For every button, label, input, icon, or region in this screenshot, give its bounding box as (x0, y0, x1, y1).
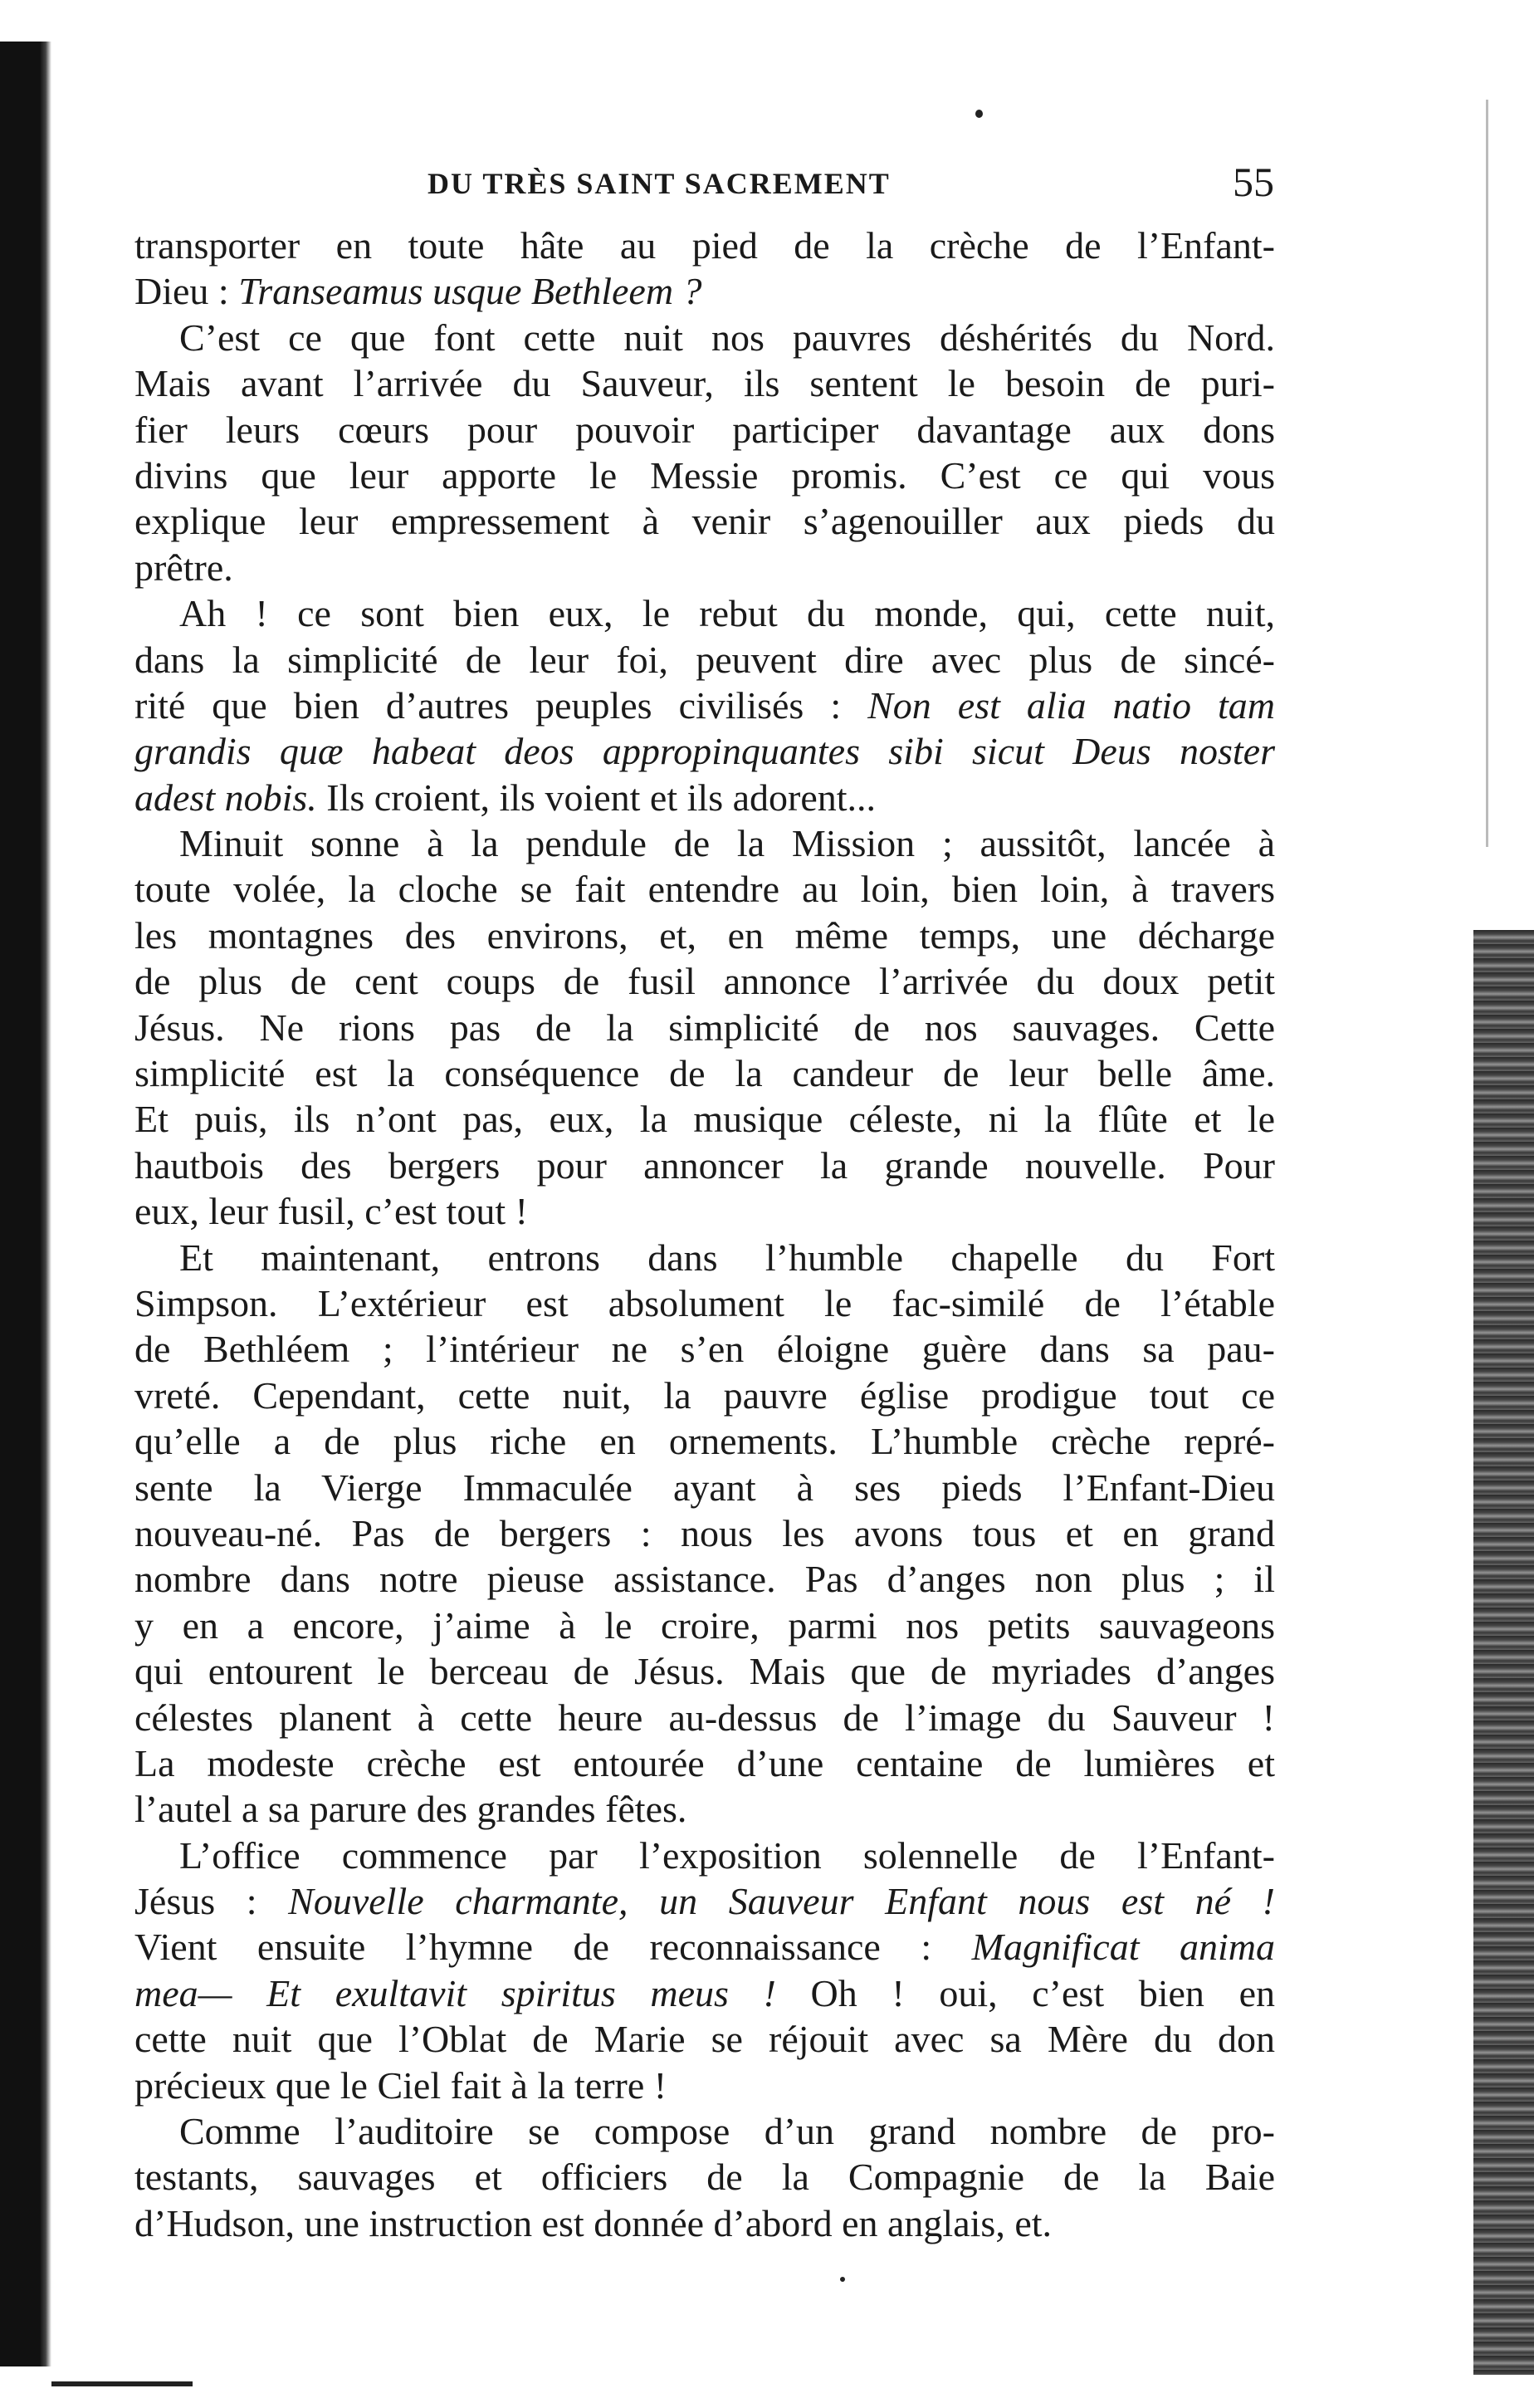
italic-phrase: Transeamus usque Bethleem ? (238, 270, 702, 313)
text-run: La modeste crèche est entourée d’une centaine de lumières et (134, 1741, 1275, 1784)
text-run: de Bethléem ; l’intérieur ne s’en éloigne guère dans sa pau- (134, 1328, 1275, 1371)
italic-phrase: mea— Et exultavit spiritus meus ! (134, 1971, 776, 2014)
text-line (134, 728, 1275, 774)
text-line (134, 958, 1275, 1004)
text-run: C’est ce que font cette nuit nos pauvres déshérités du Nord. (179, 316, 1275, 359)
text-run: les montagnes des environs, et, en même temps, une décharge (134, 913, 1275, 957)
text-run: Oh ! oui, c’est bien en (775, 1971, 1275, 2014)
scan-right-edge (1473, 930, 1534, 2375)
text-line (134, 1924, 1275, 1970)
text-run: qui entourent le berceau de Jésus. Mais que de myriades d’anges (134, 1650, 1275, 1693)
text-line (134, 1833, 1275, 1878)
italic-phrase: grandis quæ habeat deos appropinquantes sibi sicut Deus noster (134, 730, 1275, 773)
text-run: testants, sauvages et officiers de la Compagnie de la Baie (134, 2156, 1275, 2199)
text-line (134, 545, 1275, 590)
text-line (134, 637, 1275, 683)
text-line (134, 1695, 1275, 1740)
text-line (134, 315, 1275, 360)
text-run: Jésus : (134, 1880, 289, 1923)
text-line (134, 1648, 1275, 1694)
text-line (134, 1510, 1275, 1556)
text-run: vreté. Cependant, cette nuit, la pauvre église prodigue tout ce (134, 1373, 1275, 1417)
text-line (134, 1143, 1275, 1188)
text-run: l’autel a sa parure des grandes fêtes. (134, 1788, 687, 1831)
text-run: Simpson. L’extérieur est absolument le fac-similé de l’étable (134, 1281, 1275, 1324)
body-text (134, 223, 1275, 2246)
text-run: simplicité est la conséquence de la candeur de leur belle âme. (134, 1052, 1275, 1095)
text-run: cette nuit que l’Oblat de Marie se réjouit avec sa Mère du don (134, 2018, 1275, 2061)
text-line (134, 1373, 1275, 1418)
text-run: eux, leur fusil, c’est tout ! (134, 1190, 528, 1233)
text-line (134, 913, 1275, 958)
text-run: nombre dans notre pieuse assistance. Pas d’anges non plus ; il (134, 1558, 1275, 1601)
text-line (134, 1326, 1275, 1372)
text-line (134, 1188, 1275, 1234)
text-run: Et puis, ils n’ont pas, eux, la musique céleste, ni la flûte et le (134, 1098, 1275, 1141)
text-line (134, 590, 1275, 636)
text-run: hautbois des bergers pour annoncer la grande nouvelle. Pour (134, 1143, 1275, 1187)
text-line (134, 1603, 1275, 1648)
text-run: nouveau-né. Pas de bergers : nous les avons tous et en grand (134, 1511, 1275, 1554)
text-run: Ils croient, ils voient et ils adorent... (316, 776, 877, 819)
text-run: célestes planent à cette heure au-dessus de l’image du Sauveur ! (134, 1696, 1275, 1739)
text-run: Mais avant l’arrivée du Sauveur, ils sentent le besoin de puri- (134, 362, 1275, 405)
italic-phrase: Magnificat anima (971, 1926, 1275, 1969)
scan-left-edge (0, 42, 51, 2366)
text-run: sente la Vierge Immaculée ayant à ses pieds l’Enfant-Dieu (134, 1466, 1275, 1509)
text-run: prêtre. (134, 546, 233, 589)
text-run: rité que bien d’autres peuples civilisés : (134, 683, 868, 727)
text-line (134, 223, 1275, 268)
text-line (134, 1005, 1275, 1050)
text-line (134, 1096, 1275, 1142)
text-line (134, 453, 1275, 498)
text-line (134, 1786, 1275, 1832)
text-line (134, 1050, 1275, 1096)
text-run: d’Hudson, une instruction est donnée d’abord en anglais, et. (134, 2201, 1053, 2244)
text-line (134, 1970, 1275, 2016)
text-line (134, 1280, 1275, 1326)
text-line (134, 1878, 1275, 1924)
text-run: divins que leur apporte le Messie promis. C’est ce qui vous (134, 453, 1275, 497)
text-line (134, 1556, 1275, 1602)
italic-phrase: Nouvelle charmante, un Sauveur Enfant nous est né ! (288, 1880, 1276, 1923)
italic-phrase: adest nobis. (134, 776, 317, 819)
italic-phrase: Non est alia natio tam (867, 683, 1275, 727)
text-line (134, 407, 1275, 453)
text-line (134, 1740, 1275, 1786)
text-run: explique leur empressement à venir s’agenouiller aux pieds du (134, 500, 1275, 543)
text-line (134, 498, 1275, 544)
text-line (134, 2016, 1275, 2062)
text-line (134, 2063, 1275, 2108)
text-line (134, 820, 1275, 866)
page-header (137, 156, 1274, 206)
text-run: Ah ! ce sont bien eux, le rebut du monde, qui, cette nuit, (179, 592, 1275, 635)
text-line (134, 2108, 1275, 2154)
text-run: Dieu : (134, 270, 239, 313)
page-number: 55 (1233, 159, 1274, 205)
text-line (134, 775, 1275, 820)
text-line (134, 683, 1275, 728)
text-run: Vient ensuite l’hymne de reconnaissance : (134, 1926, 972, 1969)
text-line (134, 2154, 1275, 2200)
text-line (134, 866, 1275, 912)
text-run: de plus de cent coups de fusil annonce l’arrivée du doux petit (134, 960, 1275, 1003)
text-line (134, 360, 1275, 406)
text-run: fier leurs cœurs pour pouvoir participer davantage aux dons (134, 408, 1275, 451)
text-run: Comme l’auditoire se compose d’un grand nombre de pro- (179, 2110, 1275, 2153)
text-run: y en a encore, j’aime à le croire, parmi nos petits sauvageons (134, 1603, 1275, 1647)
text-run: L’office commence par l’exposition solennelle de l’Enfant- (179, 1833, 1275, 1877)
running-title: DU TRÈS SAINT SACREMENT (427, 167, 891, 200)
text-line (134, 2200, 1275, 2246)
scan-bottom-edge (51, 2381, 193, 2386)
text-run: qu’elle a de plus riche en ornements. L’humble crèche repré- (134, 1420, 1275, 1463)
text-run: Jésus. Ne rions pas de la simplicité de nos sauvages. Cette (134, 1006, 1275, 1049)
text-run: Et maintenant, entrons dans l’humble chapelle du Fort (179, 1236, 1275, 1279)
text-line (134, 1235, 1275, 1280)
ink-speck (840, 2277, 845, 2282)
text-run: dans la simplicité de leur foi, peuvent dire avec plus de sincé- (134, 638, 1275, 681)
text-run: Minuit sonne à la pendule de la Mission ; aussitôt, lancée à (179, 822, 1275, 865)
text-line (134, 268, 1275, 314)
text-run: toute volée, la cloche se fait entendre au loin, bien loin, à travers (134, 868, 1275, 911)
text-line (134, 1465, 1275, 1510)
text-run: transporter en toute hâte au pied de la crèche de l’Enfant- (134, 224, 1275, 267)
scan-right-margin-line (1486, 100, 1488, 847)
text-line (134, 1418, 1275, 1464)
text-run: précieux que le Ciel fait à la terre ! (134, 2063, 667, 2107)
ink-speck (975, 110, 983, 118)
